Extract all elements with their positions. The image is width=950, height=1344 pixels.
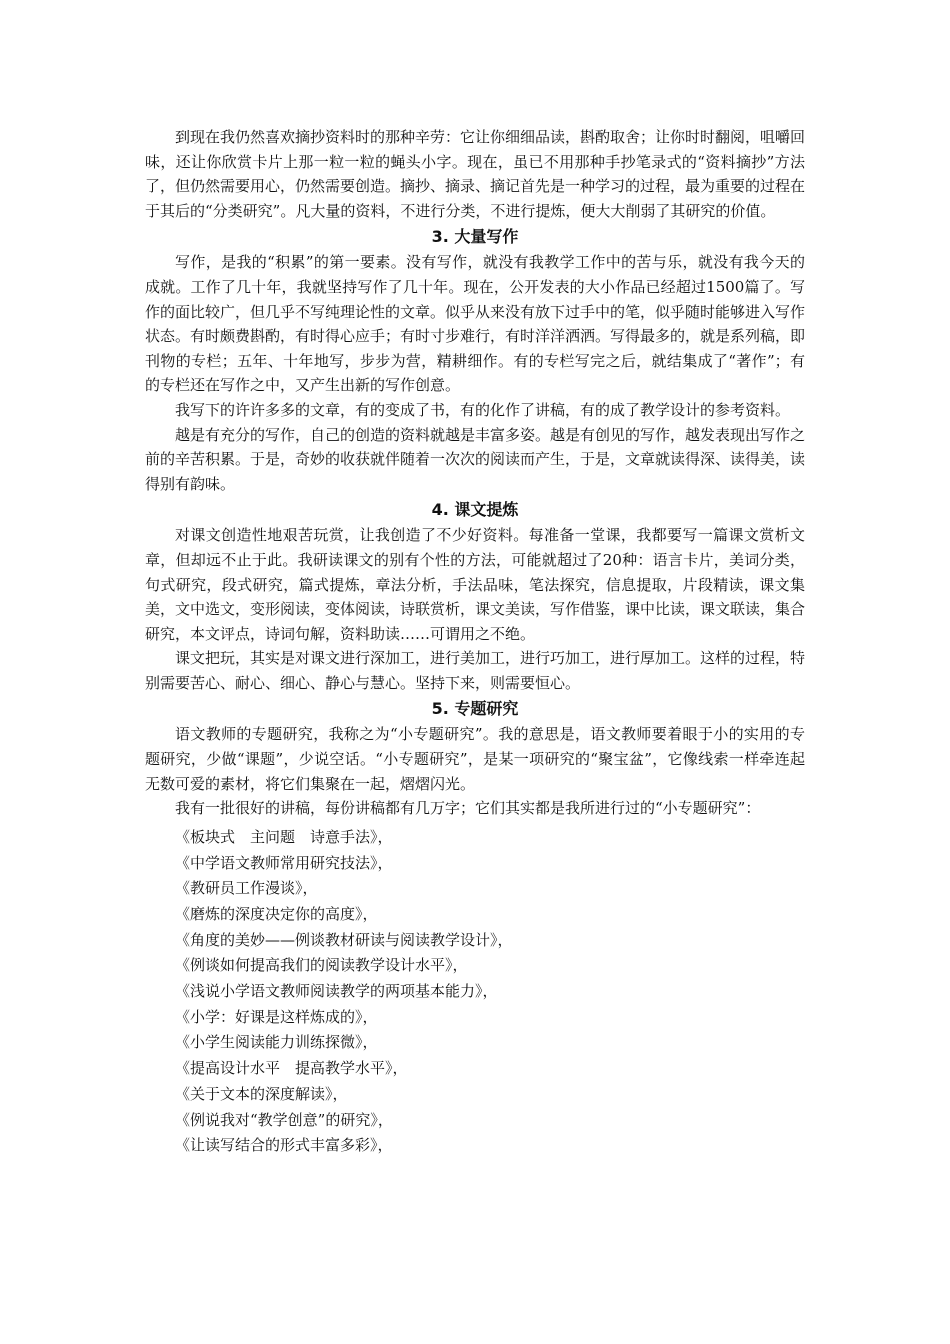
list-item: 《教研员工作漫谈》， (175, 879, 318, 898)
body-paragraph: 我有一批很好的讲稿，每份讲稿都有几万字；它们其实都是我所进行过的“小专题研究”： (175, 799, 761, 818)
body-paragraph: 语文教师的专题研究，我称之为“小专题研究”。我的意思是，语文教师要着眼于小的实用的专题研究，少做“课题”，少说空话。“小专题研究”，是某一项研究的“聚宝盆”，它像线索一样牵连起无数可爱的素材，将它们集聚在一起，熠熠闪光。 (145, 725, 805, 793)
list-item: 《中学语文教师常用研究技法》， (175, 853, 393, 872)
section-heading-text-refining: 4. 课文提炼 (431, 500, 519, 520)
list-item: 《角度的美妙——例谈教材研读与阅读教学设计》， (175, 930, 513, 949)
body-paragraph: 我写下的许许多多的文章，有的变成了书，有的化作了讲稿，有的成了教学设计的参考资料。 (175, 400, 791, 419)
list-item: 《例说我对“教学创意”的研究》， (175, 1110, 393, 1129)
list-item: 《磨炼的深度决定你的高度》， (175, 904, 378, 923)
list-item: 《例谈如何提高我们的阅读教学设计水平》， (175, 956, 468, 975)
list-item: 《关于文本的深度解读》， (175, 1084, 348, 1103)
list-item: 《让读写结合的形式丰富多彩》， (175, 1136, 393, 1155)
list-item: 《提高设计水平 提高教学水平》， (175, 1059, 408, 1078)
body-paragraph: 到现在我仍然喜欢摘抄资料时的那种辛劳：它让你细细品读，斟酌取舍；让你时时翻阅，咀嚼回味，还让你欣赏卡片上那一粒一粒的蝇头小字。现在，虽已不用那种手抄笔录式的“资料摘抄”方法了，但仍然需要用心，仍然需要创造。摘抄、摘录、摘记首先是一种学习的过程，最为重要的过程在于其后的“分类研究”。凡大量的资料，不进行分类，不进行提炼，便大大削弱了其研究的价值。 (145, 128, 806, 220)
body-paragraph: 写作，是我的“积累”的第一要素。没有写作，就没有我教学工作中的苦与乐，就没有我今天的成就。工作了几十年，我就坚持写作了几十年。现在，公开发表的大小作品已经超过1500篇了。写作的面比较广，但几乎不写纯理论性的文章。似乎从来没有放下过手中的笔，似乎随时能够进入写作状态。有时颇费斟酌，有时得心应手；有时寸步难行，有时洋洋洒洒。写得最多的，就是系列稿，即刊物的专栏；五年、十年地写，步步为营，精耕细作。有的专栏写完之后，就结集成了“著作”；有的专栏还在写作之中，又产生出新的写作创意。 (145, 253, 806, 395)
list-item: 《小学：好课是这样炼成的》， (175, 1007, 378, 1026)
lecture-title-list (145, 825, 805, 1159)
section-heading-topic-research: 5. 专题研究 (431, 699, 519, 719)
body-paragraph: 对课文创造性地艰苦玩赏，让我创造了不少好资料。每准备一堂课，我都要写一篇课文赏析文章，但却远不止于此。我研读课文的别有个性的方法，可能就超过了20种：语言卡片，美词分类，句式研究，段式研究，篇式提炼，章法分析，手法品味，笔法探究，信息提取，片段精读，课文集美，文中选文，变形阅读，变体阅读，诗联赏析，课文美读，写作借鉴，课中比读，课文联读，集合研究，本文评点，诗词句解，资料助读……可谓用之不绝。 (145, 526, 806, 643)
body-paragraph: 课文把玩，其实是对课文进行深加工，进行美加工，进行巧加工，进行厚加工。这样的过程，特别需要苦心、耐心、细心、静心与慧心。坚持下来，则需要恒心。 (145, 649, 806, 692)
list-item: 《浅说小学语文教师阅读教学的两项基本能力》， (175, 982, 498, 1001)
section-heading-writing: 3. 大量写作 (431, 227, 519, 247)
list-item: 《板块式 主问题 诗意手法》， (175, 827, 393, 846)
list-item: 《小学生阅读能力训练探微》， (175, 1033, 378, 1052)
body-paragraph: 越是有充分的写作，自己的创造的资料就越是丰富多姿。越是有创见的写作，越发表现出写作之前的辛苦积累。于是，奇妙的收获就伴随着一次次的阅读而产生，于是，文章就读得深、读得美，读得别有韵味。 (145, 425, 806, 493)
